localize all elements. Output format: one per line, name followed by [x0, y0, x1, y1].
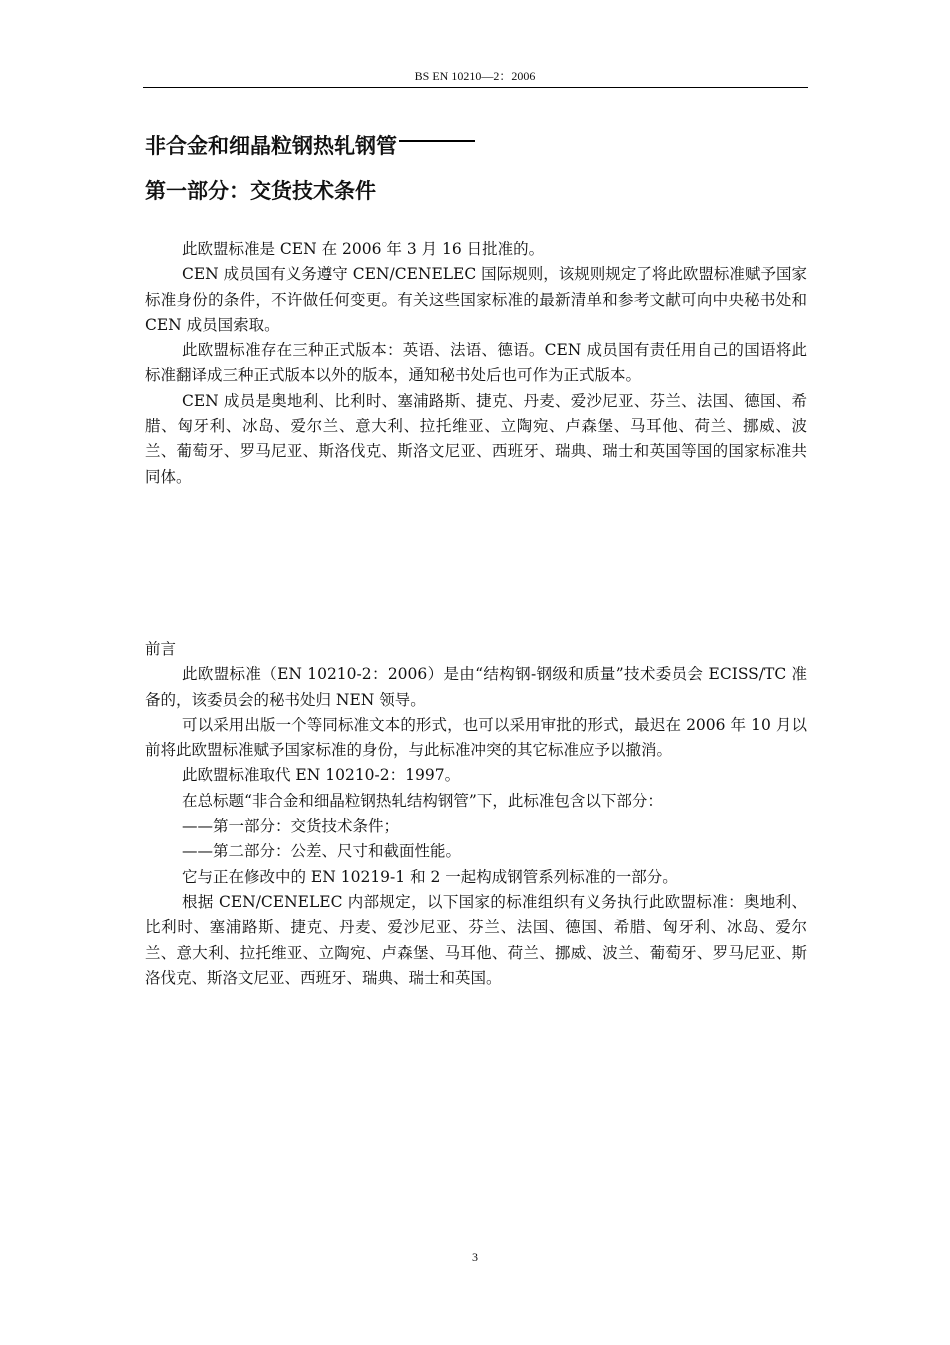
intro-paragraph-1: 此欧盟标准是 CEN 在 2006 年 3 月 16 日批准的。 [182, 240, 545, 258]
foreword-paragraph-4: 在总标题“非合金和细晶粒钢热轧结构钢管”下，此标准包含以下部分： [182, 791, 663, 810]
foreword-paragraph-1: 此欧盟标准（EN 10210-2：2006）是由“结构钢-钢级和质量”技术委员会 ECISS/TC 准备的，该委员会的秘书处归 NEN 领导。 [145, 665, 807, 709]
title-dash [399, 140, 475, 142]
intro-section [145, 237, 807, 490]
foreword-section [145, 637, 807, 991]
document-subtitle: 第一部分：交货技术条件 [145, 179, 376, 203]
page-number: 3 [472, 1250, 478, 1264]
intro-paragraph-4: CEN 成员是奥地利、比利时、塞浦路斯、捷克、丹麦、爱沙尼亚、芬兰、法国、德国、希腊、匈牙利、冰岛、爱尔兰、意大利、拉托维亚、立陶宛、卢森堡、马耳他、荷兰、挪威、波兰、葡萄牙、罗马尼亚、斯洛伐克、斯洛文尼亚、西班牙、瑞典、瑞士和英国等国的国家标准共同体。 [145, 391, 807, 486]
intro-paragraph-2: CEN 成员国有义务遵守 CEN/CENELEC 国际规则，该规则规定了将此欧盟标准赋予国家标准身份的条件，不许做任何变更。有关这些国家标准的最新清单和参考文献可向中央秘书处和 CEN 成员国索取。 [145, 265, 807, 334]
header-rule [143, 87, 808, 88]
intro-paragraph-3: 此欧盟标准存在三种正式版本：英语、法语、德语。CEN 成员国有责任用自己的国语将此标准翻译成三种正式版本以外的版本，通知秘书处后也可作为正式版本。 [145, 341, 807, 385]
foreword-paragraph-6: 根据 CEN/CENELEC 内部规定，以下国家的标准组织有义务执行此欧盟标准：奥地利、比利时、塞浦路斯、捷克、丹麦、爱沙尼亚、芬兰、法国、德国、希腊、匈牙利、冰岛、爱尔兰、意大利、拉托维亚、立陶宛、卢森堡、马耳他、荷兰、挪威、波兰、葡萄牙、罗马尼亚、斯洛伐克、斯洛文尼亚、西班牙、瑞典、瑞士和英国。 [145, 892, 807, 987]
foreword-list-item-2: ——第二部分：公差、尺寸和截面性能。 [182, 842, 462, 861]
running-header: BS EN 10210—2：2006 [414, 69, 536, 83]
title-line-1: 非合金和细晶粒钢热轧钢管 [145, 134, 397, 158]
foreword-heading: 前言 [145, 640, 177, 658]
foreword-paragraph-2: 可以采用出版一个等同标准文本的形式，也可以采用审批的形式，最迟在 2006 年 10 月以前将此欧盟标准赋予国家标准的身份，与此标准冲突的其它标准应予以撤消。 [145, 715, 807, 760]
foreword-list-item-1: ——第一部分：交货技术条件； [182, 817, 400, 836]
foreword-paragraph-5: 它与正在修改中的 EN 10219-1 和 2 一起构成钢管系列标准的一部分。 [182, 867, 678, 886]
foreword-paragraph-3: 此欧盟标准取代 EN 10210-2：1997。 [182, 766, 461, 785]
document-title [145, 131, 475, 161]
